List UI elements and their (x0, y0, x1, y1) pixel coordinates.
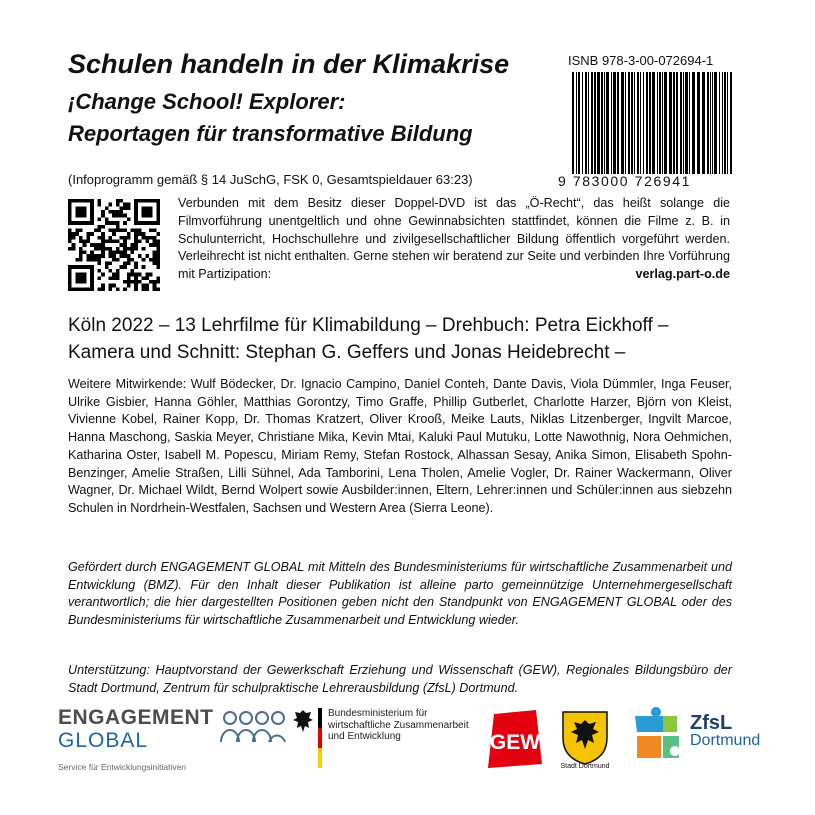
credits-line-1: Köln 2022 – 13 Lehrfilme für Klimabildung – Drehbuch: Petra Eickhoff – (68, 315, 669, 336)
funding-disclaimer: Gefördert durch ENGAGEMENT GLOBAL mit Mitteln des Bundesministeriums für wirtschaftliche Zusammenarbeit und Entwicklung (BMZ). Für den Inhalt dieser Publikation ist alleine parto gemeinnützige Unternehmergesellschaft verantwortlich; die hier dargestellten Positionen geben nicht den Standpunkt von ENGAGEMENT GLOBAL oder des Bundesministeriums für wirtschaftliche Zusammenarbeit und Entwicklung wieder. (68, 560, 732, 628)
federal-eagle-icon (291, 708, 315, 736)
gew-logo (484, 708, 546, 770)
rating-info: (Infoprogramm gemäß § 14 JuSchG, FSK 0, Gesamtspieldauer 63:23) (68, 172, 473, 187)
dortmund-label: Stadt Dortmund (560, 763, 610, 770)
puzzle-icon (627, 706, 687, 766)
barcode-icon (570, 72, 738, 174)
people-icon (220, 710, 286, 744)
bmz-logo-text (328, 708, 469, 743)
german-flag-bar (318, 708, 322, 768)
support-note: Unterstützung: Hauptvorstand der Gewerkschaft Erziehung und Wissenschaft (GEW), Regionales Bildungsbüro der Stadt Dortmund, Zentrum für schulpraktische Lehrerausbildung (ZfsL) Dortmund. (68, 663, 732, 695)
engagement-tagline: Service für Entwicklungsinitiativen (58, 762, 187, 772)
contributors-paragraph: Weitere Mitwirkende: Wulf Bödecker, Dr. Ignacio Campino, Daniel Conteh, Dante Davis, Viola Dümmler, Inga Feuser, Ulrike Gisbier, Hanna Göhler, Matthias Gorontzy, Timo Graffe, Phillip Gutberlet, Charlotte Harzer, Björn von Kleist, Vivienne Kobel, Rainer Kopp, Dr. Thomas Kratzert, Oliver Krooß, Meike Lauts, Niklas Litzenberger, Ingvilt Marcoe, Hanna Maschong, Saskia Meyer, Christiane Mika, Kevin Mtai, Kaluki Paul Mutuku, Lotte Nawothnig, Nora Oehmichen, Katharina Oster, Isabell M. Popescu, Miriam Remy, Stefan Rostock, Alhassan Sesay, Anika Simon, Elisabeth Spohn-Benzinger, Amelie Straßen, Lilli Sühnel, Ada Tamborini, Lena Tholen, Amelie Vogler, Dr. Rainer Wackermann, Oliver Wagner, Dr. Michael Wildt, Bernd Wolpert sowie Ausbilder:innen, Eltern, Lehrer:innen und Schüler:innen aus siebzehn Schulen in Nordrhein-Westfalen, Sachsen und Western Area (Sierra Leone). (68, 377, 732, 515)
gew-wordmark: GEW (489, 731, 541, 754)
qr-code-icon (68, 199, 160, 291)
engagement-wordmark: ENGAGEMENT (58, 706, 214, 729)
global-wordmark: GLOBAL (58, 729, 149, 752)
license-body: Verbunden mit dem Besitz dieser Doppel-DVD ist das „Ö-Recht“, das heißt solange die Filmvorführung unentgeltlich und ohne Gewinnabsichten stattfindet, können die Filme z. B. in Schulunterricht, Hochschullehre und zivilgesellschaftlicher Bildung öffentlich vorgeführt werden. Verleihrecht ist nicht enthalten. Gerne stehen wir beratend zur Seite und verbinden Ihre Vorführung mit Partizipation: (178, 196, 730, 282)
bmz-line-1: Bundesministerium für (328, 708, 428, 719)
isbn-label: ISNB 978-3-00-072694-1 (568, 53, 714, 68)
bmz-line-2: wirtschaftliche Zusammenarbeit (328, 719, 469, 731)
publisher-link[interactable]: verlag.part-o.de (635, 267, 730, 282)
zfsl-city: Dortmund (690, 732, 761, 749)
barcode-digits: 9 783000 726941 (558, 173, 691, 189)
cover-subtitle-1: ¡Change School! Explorer: (68, 89, 346, 114)
bmz-line-3: und Entwicklung (328, 731, 401, 742)
cover-subtitle-2: Reportagen für transformative Bildung (68, 121, 473, 146)
credits-line-2: Kamera und Schnitt: Stephan G. Geffers und Jonas Heidebrecht – (68, 342, 626, 363)
engagement-global-logo (58, 706, 218, 772)
zfsl-wordmark: ZfsL (690, 712, 733, 734)
film-credits (68, 312, 748, 366)
license-text (178, 195, 730, 284)
cover-title: Schulen handeln in der Klimakrise (68, 49, 510, 79)
